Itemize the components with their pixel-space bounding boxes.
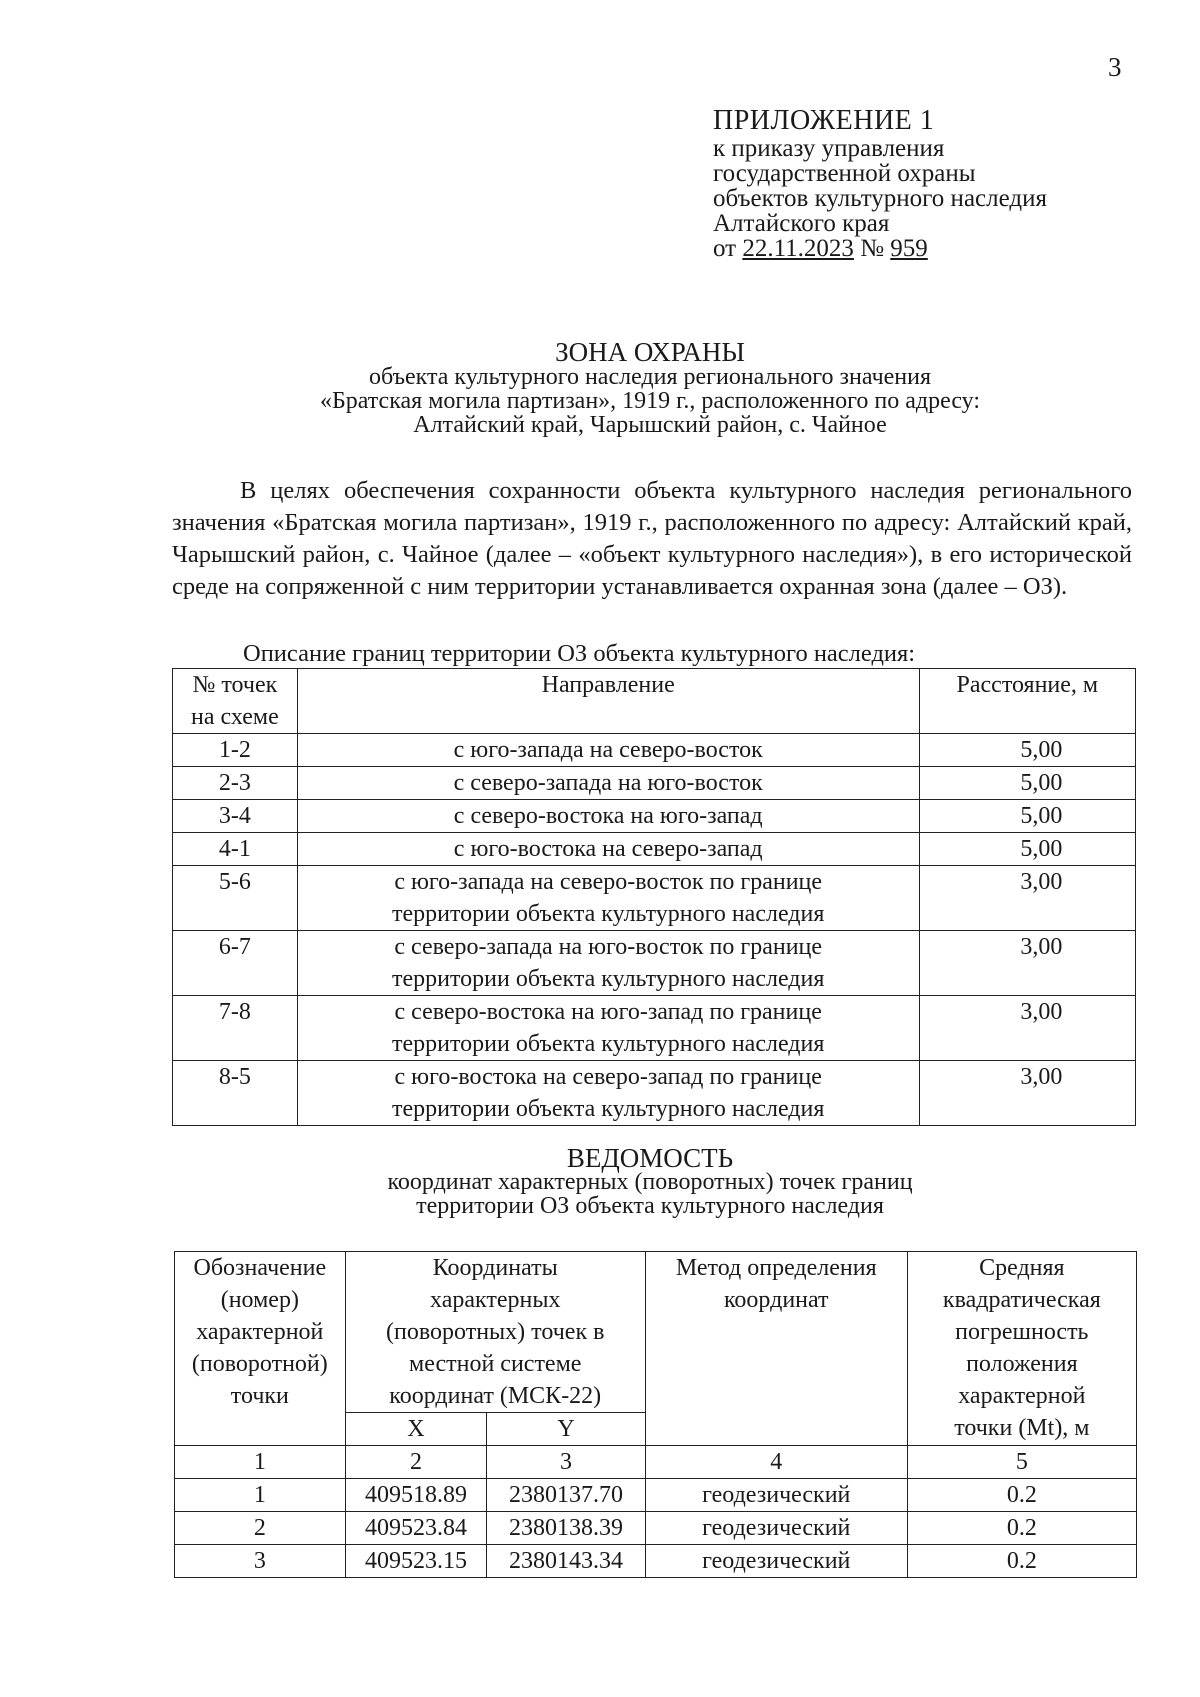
vedomost-title: ВЕДОМОСТЬ <box>566 1143 734 1173</box>
table-row <box>173 833 1136 866</box>
header-method <box>645 1252 907 1446</box>
boundaries-caption: Описание границ территории ОЗ объекта культурного наследия: <box>243 640 916 667</box>
appendix-line: объектов культурного наследия <box>713 185 1047 212</box>
header-text: погрешность <box>955 1319 1089 1345</box>
header-text: точки (Mt), м <box>954 1415 1090 1441</box>
header-error <box>907 1252 1136 1446</box>
vedomost-subtitle-line: территории ОЗ объекта культурного наследия <box>416 1193 884 1219</box>
column-number: 5 <box>907 1446 1136 1479</box>
header-designation <box>175 1252 346 1446</box>
direction-cell <box>297 734 919 767</box>
appendix-block <box>713 106 1153 261</box>
direction-line: с юго-запада на северо-восток <box>453 737 763 763</box>
points-cell: 4-1 <box>173 833 298 866</box>
table-row <box>175 1512 1137 1545</box>
header-text: Координаты <box>432 1255 558 1281</box>
header-y: Y <box>487 1413 646 1446</box>
table-row <box>175 1479 1137 1512</box>
order-number: 959 <box>890 235 928 262</box>
y-cell: 2380137.70 <box>487 1479 646 1512</box>
points-cell: 3-4 <box>173 800 298 833</box>
error-cell: 0.2 <box>907 1512 1136 1545</box>
date-prefix: от <box>713 235 743 262</box>
coordinates-table <box>174 1251 1137 1578</box>
points-cell: 8-5 <box>173 1061 298 1126</box>
distance-cell: 5,00 <box>919 767 1135 800</box>
table-row <box>173 996 1136 1061</box>
points-cell: 6-7 <box>173 931 298 996</box>
column-number: 4 <box>645 1446 907 1479</box>
y-cell: 2380143.34 <box>487 1545 646 1578</box>
direction-cell <box>297 1061 919 1126</box>
direction-cell <box>297 996 919 1061</box>
column-numbers-row <box>175 1446 1137 1479</box>
header-direction: Направление <box>297 669 919 734</box>
zone-subtitle-line: объекта культурного наследия регионального значения <box>368 364 932 390</box>
table-header-row <box>175 1252 1137 1413</box>
header-text: Обозначение <box>193 1255 327 1281</box>
x-cell: 409523.15 <box>345 1545 487 1578</box>
distance-cell: 5,00 <box>919 800 1135 833</box>
zone-subtitle-line: «Братская могила партизан», 1919 г., расположенного по адресу: <box>319 388 981 414</box>
header-x: X <box>345 1413 487 1446</box>
header-text: точки <box>230 1383 289 1409</box>
error-cell: 0.2 <box>907 1479 1136 1512</box>
appendix-title: ПРИЛОЖЕНИЕ 1 <box>713 105 935 136</box>
column-number: 1 <box>175 1446 346 1479</box>
table-header-row <box>173 669 1136 734</box>
distance-cell: 3,00 <box>919 1061 1135 1126</box>
intro-paragraph: В целях обеспечения сохранности объекта культурного наследия регионального значения «Братская могила партизан», 1919 г., расположенного по адресу: Алтайский край, Чарышский район, с. Чайное (далее – «объект культурного наследия»), в его исторической среде на сопряженной с ним территории устанавливается охранная зона (далее – ОЗ). <box>172 477 1132 600</box>
method-cell: геодезический <box>645 1479 907 1512</box>
header-text: № точек <box>192 672 278 698</box>
header-text: координат <box>723 1287 829 1313</box>
direction-line: с северо-запада на юго-восток <box>453 770 763 796</box>
header-text: местной системе <box>409 1351 582 1377</box>
error-cell: 0.2 <box>907 1545 1136 1578</box>
direction-line: с северо-востока на юго-запад <box>453 803 763 829</box>
direction-line: с юго-запада на северо-восток по границе <box>394 869 823 895</box>
point-cell: 3 <box>175 1545 346 1578</box>
header-text: характерной <box>196 1319 324 1345</box>
header-distance: Расстояние, м <box>919 669 1135 734</box>
table-row <box>173 1061 1136 1126</box>
header-text: (поворотных) точек в <box>386 1319 605 1345</box>
direction-cell <box>297 800 919 833</box>
appendix-date-line <box>713 236 1153 261</box>
distance-cell: 3,00 <box>919 866 1135 931</box>
table-row <box>173 767 1136 800</box>
number-prefix: № <box>853 235 891 262</box>
page-number: 3 <box>1108 52 1122 82</box>
zone-heading <box>240 339 1060 437</box>
appendix-line: государственной охраны <box>713 160 976 187</box>
direction-line: территории объекта культурного наследия <box>392 1031 825 1057</box>
header-text: (поворотной) <box>191 1351 328 1377</box>
points-cell: 1-2 <box>173 734 298 767</box>
column-number: 2 <box>345 1446 487 1479</box>
points-cell: 2-3 <box>173 767 298 800</box>
header-text: характерной <box>958 1383 1086 1409</box>
direction-line: с северо-запада на юго-восток по границе <box>394 934 823 960</box>
order-date: 22.11.2023 <box>742 235 854 262</box>
point-cell: 2 <box>175 1512 346 1545</box>
table-row <box>173 734 1136 767</box>
method-cell: геодезический <box>645 1545 907 1578</box>
distance-cell: 3,00 <box>919 931 1135 996</box>
header-text: Средняя <box>979 1255 1065 1281</box>
x-cell: 409523.84 <box>345 1512 487 1545</box>
direction-cell <box>297 866 919 931</box>
header-text: положения <box>966 1351 1078 1377</box>
point-cell: 1 <box>175 1479 346 1512</box>
intro-text <box>172 475 1132 603</box>
direction-line: территории объекта культурного наследия <box>392 901 825 927</box>
zone-title: ЗОНА ОХРАНЫ <box>555 337 745 367</box>
table-row <box>175 1545 1137 1578</box>
direction-cell <box>297 833 919 866</box>
header-text: квадратическая <box>942 1287 1101 1313</box>
table-row <box>173 800 1136 833</box>
header-coordinates <box>345 1252 645 1413</box>
points-cell: 7-8 <box>173 996 298 1061</box>
points-cell: 5-6 <box>173 866 298 931</box>
direction-cell <box>297 767 919 800</box>
appendix-line: к приказу управления <box>713 135 945 162</box>
table-row <box>173 931 1136 996</box>
direction-line: с северо-востока на юго-запад по границе <box>394 999 822 1025</box>
header-text: координат (МСК-22) <box>389 1383 602 1409</box>
table-row <box>173 866 1136 931</box>
header-text: характерных <box>430 1287 561 1313</box>
direction-line: территории объекта культурного наследия <box>392 1096 825 1122</box>
header-text: Метод определения <box>675 1255 877 1281</box>
vedomost-subtitle-line: координат характерных (поворотных) точек границ <box>387 1169 913 1195</box>
distance-cell: 5,00 <box>919 734 1135 767</box>
direction-line: с юго-востока на северо-запад по границе <box>394 1064 822 1090</box>
y-cell: 2380138.39 <box>487 1512 646 1545</box>
header-text: на схеме <box>191 704 279 730</box>
x-cell: 409518.89 <box>345 1479 487 1512</box>
appendix-line: Алтайского края <box>713 210 890 237</box>
distance-cell: 5,00 <box>919 833 1135 866</box>
distance-cell: 3,00 <box>919 996 1135 1061</box>
header-points <box>173 669 298 734</box>
direction-cell <box>297 931 919 996</box>
zone-subtitle-line: Алтайский край, Чарышский район, с. Чайное <box>413 412 887 438</box>
vedomost-heading <box>300 1143 1000 1219</box>
column-number: 3 <box>487 1446 646 1479</box>
direction-line: с юго-востока на северо-запад <box>453 836 763 862</box>
boundaries-table <box>172 668 1136 1126</box>
header-text: (номер) <box>220 1287 299 1313</box>
method-cell: геодезический <box>645 1512 907 1545</box>
direction-line: территории объекта культурного наследия <box>392 966 825 992</box>
